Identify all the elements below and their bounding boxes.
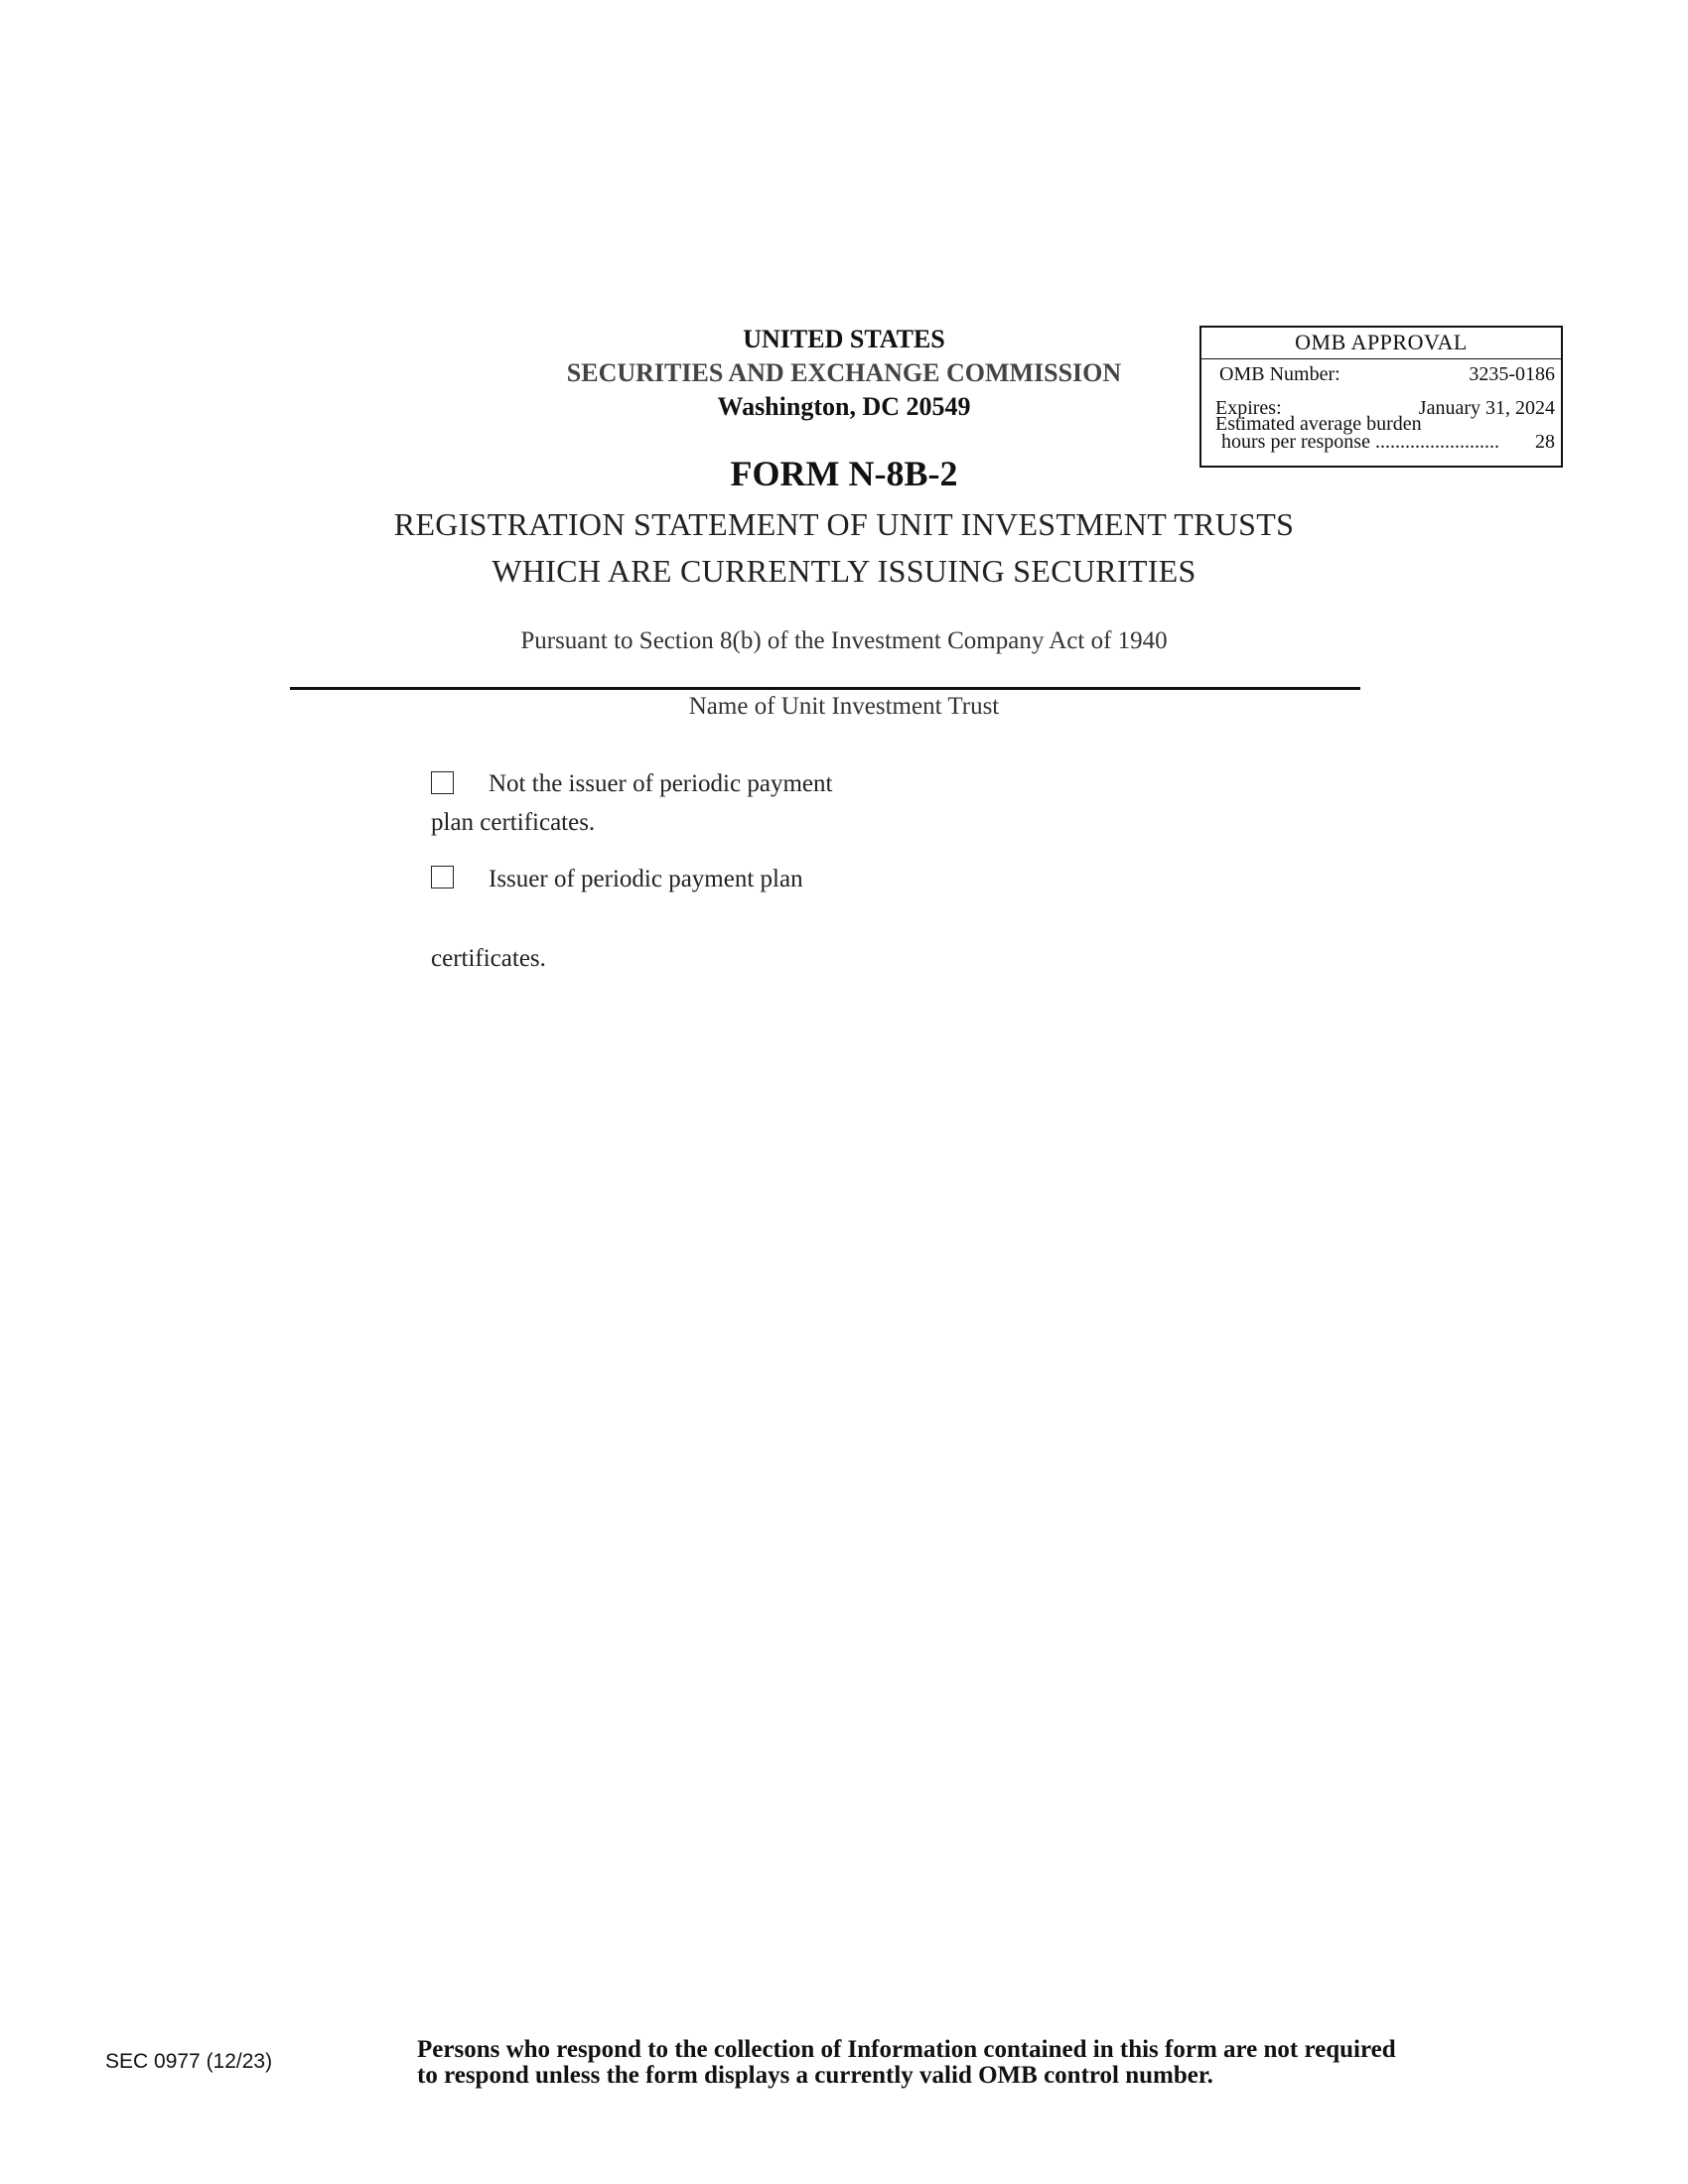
omb-title: OMB APPROVAL (1295, 330, 1468, 354)
omb-number-value: 3235-0186 (1469, 363, 1555, 385)
omb-notice (417, 2037, 1559, 2089)
form-subtitle-line2: WHICH ARE CURRENTLY ISSUING SECURITIES (492, 553, 1196, 589)
omb-notice-line1: Persons who respond to the collection of Information contained in this form are not required (417, 2036, 1396, 2063)
form-title: FORM N-8B-2 (730, 454, 958, 493)
omb-approval-box (1199, 326, 1563, 468)
trust-name-label: Name of Unit Investment Trust (688, 693, 1000, 720)
not-issuer-label-cont: plan certificates. (431, 809, 596, 836)
trust-name-field[interactable] (290, 687, 1360, 690)
form-subtitle-line1: REGISTRATION STATEMENT OF UNIT INVESTMENT TRUSTS (393, 506, 1295, 542)
omb-hours-value: 28 (1535, 431, 1555, 453)
not-issuer-checkbox[interactable] (431, 771, 454, 794)
omb-hours-label: hours per response ......................... (1221, 431, 1499, 453)
omb-notice-line2: to respond unless the form displays a currently valid OMB control number. (417, 2062, 1213, 2089)
agency-country: UNITED STATES (743, 325, 945, 353)
agency-name: SECURITIES AND EXCHANGE COMMISSION (566, 358, 1122, 387)
omb-expires-value: January 31, 2024 (1418, 397, 1555, 419)
pursuant-statement: Pursuant to Section 8(b) of the Investment Company Act of 1940 (520, 627, 1168, 654)
issuer-checkbox[interactable] (431, 866, 454, 888)
omb-expires-label: Expires: (1215, 397, 1282, 419)
issuer-label: Issuer of periodic payment plan (489, 866, 803, 892)
omb-number-row (1219, 363, 1555, 385)
omb-hours-row (1221, 431, 1555, 453)
omb-divider (1201, 358, 1561, 359)
form-code: SEC 0977 (12/23) (105, 2050, 273, 2073)
omb-burden-label: Estimated average burden (1215, 413, 1422, 435)
issuer-label-cont: certificates. (431, 945, 546, 972)
omb-number-label: OMB Number: (1219, 363, 1340, 385)
agency-address: Washington, DC 20549 (717, 392, 971, 421)
not-issuer-label: Not the issuer of periodic payment (489, 770, 833, 797)
